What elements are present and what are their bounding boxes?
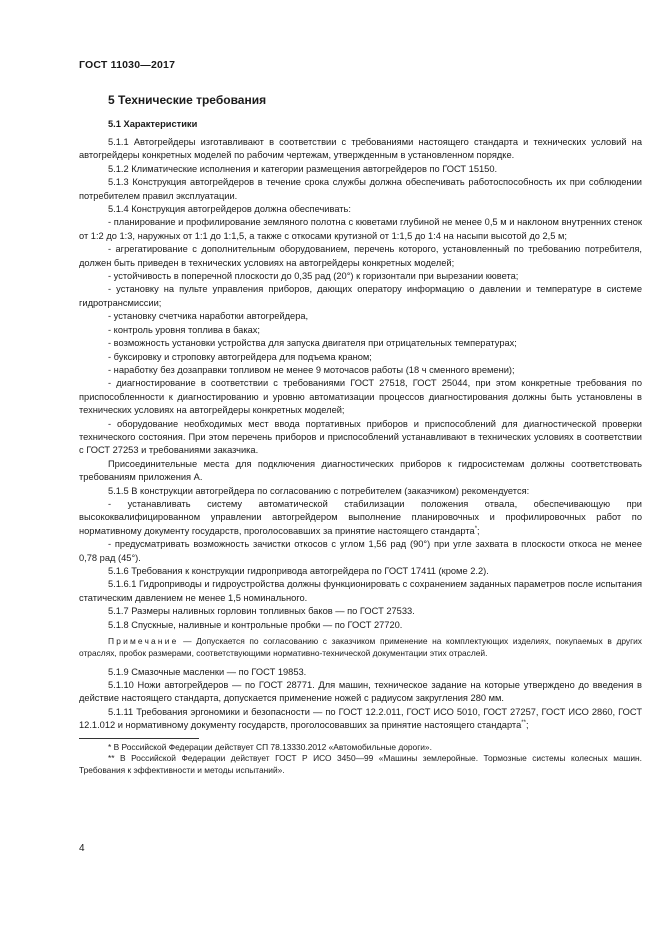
punctuation: ; — [525, 720, 529, 731]
footnotes — [79, 738, 642, 777]
list-item: - диагностирование в соответствии с требованиями ГОСТ 27518, ГОСТ 25044, при этом конкретные требования по приспособленности к диагностированию и уровню автоматизации процессов диагностирования должны быть установлены в технических условиях на автогрейдеры конкретных моделей; — [79, 378, 642, 416]
section-title: 5 Технические требования — [108, 93, 267, 107]
list-item: - возможность установки устройства для запуска двигателя при отрицательных температурах; — [108, 338, 517, 349]
list-item: - агрегатирование с дополнительным оборудованием, перечень которого, установленный по требованию потребителя, должен быть приведен в технических условиях на автогрейдеры конкретных моделей; — [79, 244, 642, 268]
paragraph-5-1-11 — [79, 706, 642, 733]
paragraph-connection-places: Присоединительные места для подключения диагностических приборов к гидросистемам должны соответствовать требованиям приложения А. — [79, 458, 642, 483]
list-item: - предусматривать возможность зачистки откосов с углом 1,56 рад (90°) при угле захвата в плоскости откоса не менее 0,78 рад (45°). — [79, 539, 642, 563]
note-text: — Допускается по согласованию с заказчиком применение на комплектующих изделиях, покупаемых в других отраслях, пробок размерами, соответствующими нормативно-технической документации этих отраслей. — [79, 636, 642, 658]
list-item: - наработку без дозаправки топливом не менее 9 моточасов работы (18 ч сменного времени); — [108, 364, 515, 375]
paragraph-5-1-9: 5.1.9 Смазочные масленки — по ГОСТ 19853. — [108, 666, 307, 677]
footnote-divider — [79, 738, 199, 739]
paragraph-5-1-4: 5.1.4 Конструкция автогрейдеров должна обеспечивать: — [108, 204, 351, 215]
paragraph-5-1-5: 5.1.5 В конструкции автогрейдера по согласованию с потребителем (заказчиком) рекомендуется: — [108, 485, 530, 496]
paragraph-5-1-6-1: 5.1.6.1 Гидроприводы и гидроустройства должны функционировать с сохранением заданных параметров после испытания статическим давлением не менее 1,5 номинального. — [79, 579, 642, 603]
list-item-text: - устанавливать систему автоматической стабилизации положения отвала, обеспечивающую при высококвалифицированном управлении автогрейдером выполнение планировочных и профилировочных работ по нормативному документу государств, проголосовавших за принятие настоящего стандарта — [79, 498, 642, 536]
list-item: - устойчивость в поперечной плоскости до 0,35 рад (20°) к горизонтали при вырезании кювета; — [108, 271, 519, 282]
paragraph-text: 5.1.11 Требования эргономики и безопасности — по ГОСТ 12.2.011, ГОСТ ИСО 5010, ГОСТ 27257, ГОСТ ИСО 2860, ГОСТ 12.1.012 и нормативному документу государств, проголосовавших за принятие настоящего стандарта — [79, 706, 642, 731]
footnote-2: ** В Российской Федерации действует ГОСТ Р ИСО 3450—99 «Машины землеройные. Тормозные системы колесных машин. Требования к эффективности и методы испытаний». — [79, 753, 642, 776]
main-content — [79, 91, 642, 777]
note-label: Примечание — [108, 636, 179, 647]
paragraph-5-1-2: 5.1.2 Климатические исполнения и категории размещения автогрейдеров по ГОСТ 15150. — [108, 163, 498, 174]
list-item: - оборудование необходимых мест ввода портативных приборов и приспособлений для диагностической проверки технического состояния. При этом перечень приборов и приспособлений устанавливают в технических условиях в соответствии с ГОСТ 27253 и требованиями заказчика. — [79, 418, 642, 456]
footnote-ref-1: * — [474, 525, 478, 532]
punctuation: ; — [477, 525, 480, 536]
paragraph-5-1-3: 5.1.3 Конструкция автогрейдеров в течение срока службы должна обеспечивать работоспособность их при соблюдении потребителем правил эксплуатации. — [79, 177, 642, 201]
paragraph-5-1-6: 5.1.6 Требования к конструкции гидропривода автогрейдера по ГОСТ 17411 (кроме 2.2). — [108, 566, 489, 576]
paragraph-5-1-10: 5.1.10 Ножи автогрейдеров — по ГОСТ 28771. Для машин, техническое задание на которые утверждено до введения в действие настоящего стандарта, допускается применение ножей с радиусом закругления 280 мм. — [79, 680, 642, 704]
document-header: ГОСТ 11030—2017 — [79, 59, 176, 71]
footnote-ref-2: ** — [521, 720, 526, 727]
paragraph-5-1-7: 5.1.7 Размеры наливных горловин топливных баков — по ГОСТ 27533. — [108, 606, 415, 617]
paragraph-5-1-1: 5.1.1 Автогрейдеры изготавливают в соответствии с требованиями настоящего стандарта и технических условий на автогрейдеры конкретных моделей по рабочим чертежам, утвержденным в установленном порядке. — [79, 137, 642, 161]
list-item: - установку на пульте управления приборов, дающих оператору информацию о давлении и температуре в системе гидротрансмиссии; — [79, 284, 642, 308]
page-number: 4 — [79, 843, 85, 854]
list-item: - контроль уровня топлива в баках; — [108, 324, 261, 335]
footnote-1: * В Российской Федерации действует СП 78.13330.2012 «Автомобильные дороги». — [108, 741, 432, 752]
list-item: - буксировку и строповку автогрейдера для подъема краном; — [108, 351, 372, 362]
list-item: - установку счетчика наработки автогрейдера, — [108, 311, 309, 322]
list-item: - планирование и профилирование земляного полотна с кюветами глубиной не менее 0,5 м и наклоном внутренних стенок от 1:2 до 1:3, наружных от 1:1 до 1:1,5, а также с откосами крутизной от 1:1,5 до 1:4 на насыпи высотой до 2,5 м; — [79, 217, 642, 241]
note — [79, 636, 642, 660]
paragraph-5-1-8: 5.1.8 Спускные, наливные и контрольные пробки — по ГОСТ 27720. — [108, 619, 403, 630]
subsection-title: 5.1 Характеристики — [108, 119, 198, 129]
list-item — [79, 498, 642, 538]
